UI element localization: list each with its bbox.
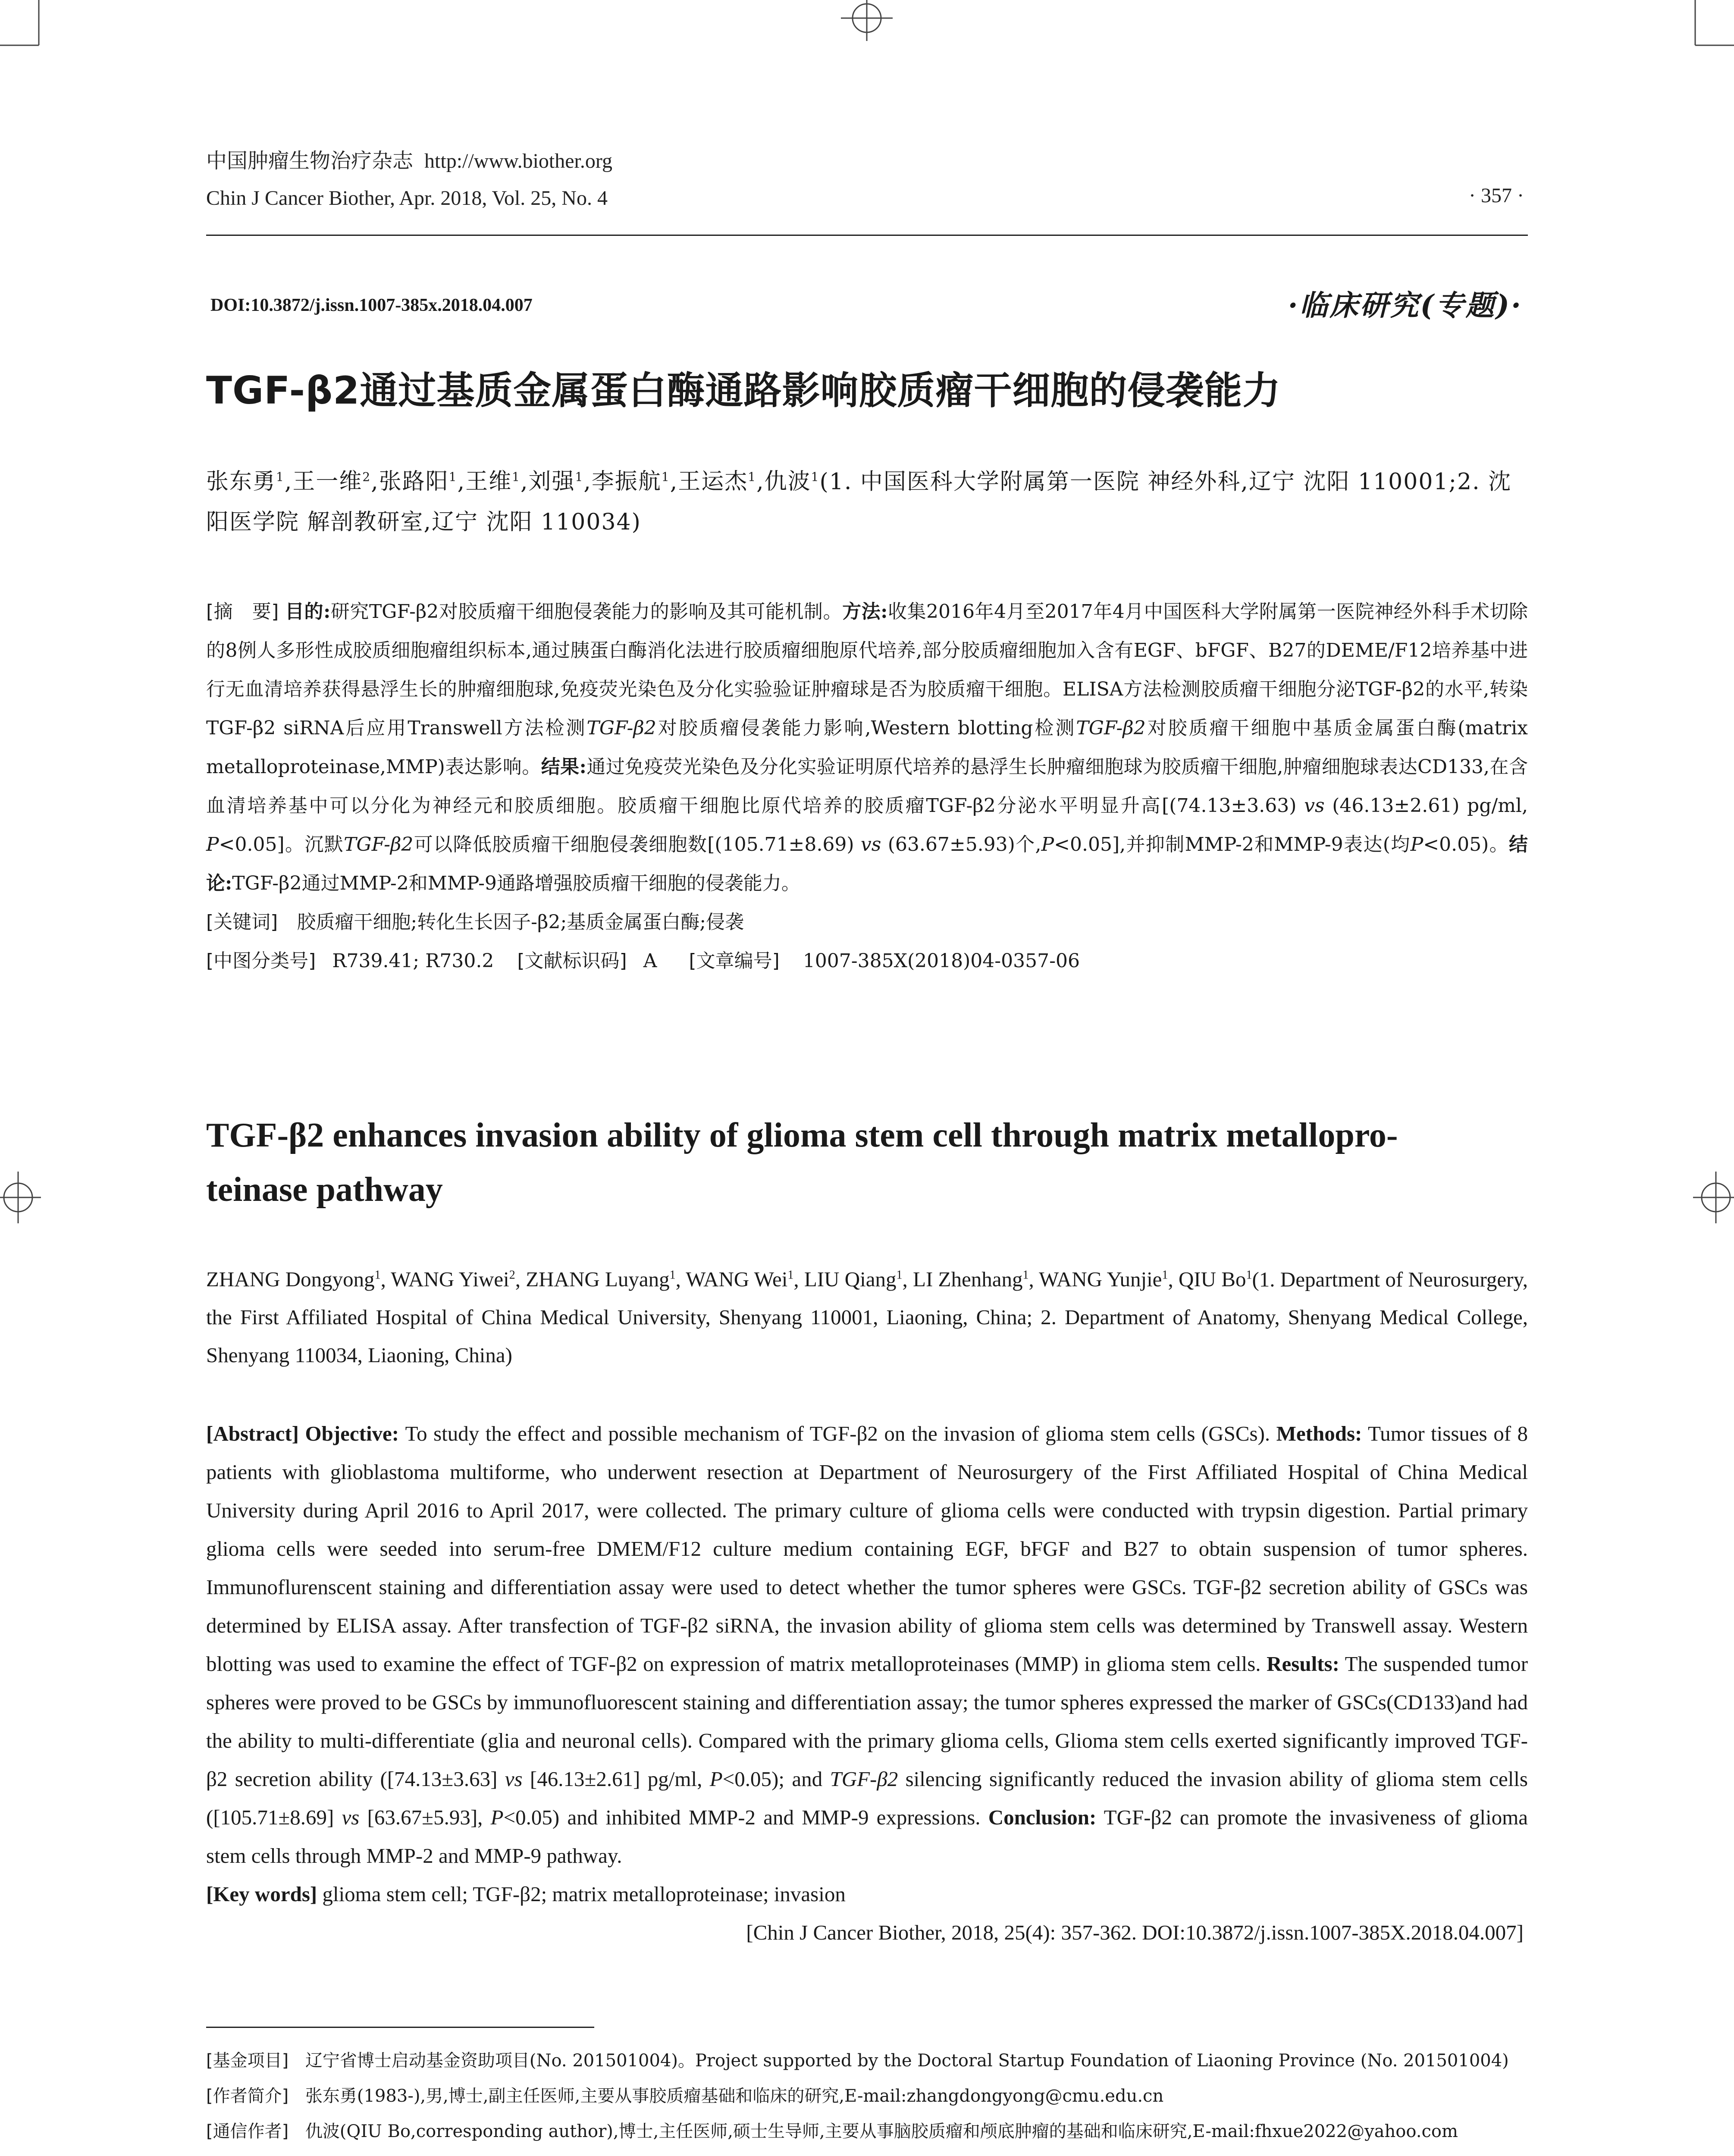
p-italic: P [709, 1767, 723, 1791]
article-no-value: 1007-385X(2018)04-0357-06 [803, 950, 1080, 972]
p-italic: P [490, 1805, 504, 1829]
author-cn: 王一维$^2$ [292, 469, 371, 495]
keywords-cn-label: [关键词] [206, 911, 278, 933]
gene-italic: TGF-β2 [586, 717, 656, 739]
title-cn: TGF-β2通过基质金属蛋白酶通路影响胶质瘤干细胞的侵袭能力 [206, 368, 1281, 413]
author-en: WANG Yunjie$^1$ [1039, 1267, 1168, 1291]
abstract-en [206, 1414, 1528, 1952]
methods-en: Tumor tissues of 8 patients with glioblastoma multiforme, who underwent resection at Department of Neurosurgery of the First Affiliated Hospital of China Medical University during April 2016 to April 2017, were collected. The primary culture of glioma cells were conducted with trypsin digestion. Partial primary glioma cells were seeded into serum-free DMEM/F12 culture medium containing EGF, bFGF and B27 to obtain suspension of tumor spheres. Immunoflurenscent staining and differentiation assay were used to detect whether the tumor spheres were GSCs. TGF-β2 secretion ability of GSCs was determined by ELISA assay. After transfection of TGF-β2 siRNA, the invasion ability of glioma stem cells was determined by Transwell assay. Western blotting was used to examine the effect of TGF-β2 on expression of matrix metalloproteinases (MMP) in glioma stem cells. [206, 1422, 1528, 1676]
methods-cn: 收集2016年4月至2017年4月中国医科大学附属第一医院神经外科手术切除的8例人多形性成胶质细胞瘤组织标本,通过胰蛋白酶消化法进行胶质瘤细胞原代培养,部分胶质瘤细胞加入含有EGF、bFGF、B27的DEME/F12培养基中进行无血清培养获得悬浮生长的肿瘤细胞球,免疫荧光染色及分化实验验证肿瘤球是否为胶质瘤干细胞。ELISA方法检测胶质瘤干细胞分泌TGF-β2的水平,转染TGF-β2 siRNA后应用Transwell方法检测 [206, 601, 1528, 739]
conclusion-en: TGF-β2 can promote the invasiveness of glioma stem cells through MMP-2 and MMP-9 pathway. [206, 1805, 1528, 1868]
author-en: WANG Wei$^1$ [686, 1267, 794, 1291]
gene-italic: TGF-β2 [1076, 717, 1146, 739]
keywords-en-text: glioma stem cell; TGF-β2; matrix metalloproteinase; invasion [322, 1882, 846, 1906]
running-header [206, 147, 612, 212]
fund-note [206, 2043, 1528, 2078]
methods-label-en: Methods: [1276, 1422, 1362, 1445]
author-note [206, 2078, 1528, 2114]
journal-url[interactable]: http://www.biother.org [424, 150, 612, 172]
author-en: ZHANG Dongyong$^1$ [206, 1267, 381, 1291]
fund-label: [基金项目] [206, 2051, 289, 2071]
corresponding-note [206, 2114, 1528, 2149]
gene-italic: TGF-β2 [830, 1767, 898, 1791]
affiliations-en: (1. Department of Neurosurgery, the First Affiliated Hospital of China Medical University, Shenyang 110001, Liaoning, China; 2. Department of Anatomy, Shenyang Medical College, Shenyang 110034, Liaoning, China) [206, 1267, 1528, 1367]
conclusion-cn: TGF-β2通过MMP-2和MMP-9通路增强胶质瘤干细胞的侵袭能力。 [232, 872, 800, 894]
results-en: [63.67±5.93], [359, 1805, 491, 1829]
results-en: The suspended tumor spheres were proved to be GSCs by immunofluorescent staining and differentiation assay; the tumor spheres expressed the marker of GSCs(CD133)and had the ability to multi-differentiate (glia and neuronal cells). Compared with the primary glioma cells, Glioma stem cells exerted significantly improved TGF-β2 secretion ability ([74.13±3.63] [206, 1652, 1528, 1791]
results-en: silencing significantly reduced the invasion ability of glioma stem cells ([105.71±8.69] [206, 1767, 1528, 1829]
corresponding-text: 仇波(QIU Bo,corresponding author),博士,主任医师,硕士生导师,主要从事脑胶质瘤和颅底肿瘤的基础和临床研究,E-mail:fhxue2022@yahoo.com [305, 2122, 1458, 2141]
results-en: [46.13±2.61] pg/ml, [522, 1767, 710, 1791]
vs-italic: vs [505, 1767, 523, 1791]
doccode-label: [文献标识码] [517, 950, 627, 972]
corresponding-label: [通信作者] [206, 2122, 289, 2141]
vs-italic: vs [860, 834, 881, 856]
journal-name-cn: 中国肿瘤生物治疗杂志 [206, 150, 414, 172]
author-cn: 李振航$^1$ [591, 469, 670, 495]
conclusion-label-cn: 结论: [206, 834, 1528, 894]
p-italic: P [1041, 834, 1054, 856]
results-label-en: Results: [1267, 1652, 1339, 1676]
author-cn: 张路阳$^1$ [379, 469, 458, 495]
page-number: · 357 · [1469, 184, 1524, 207]
clc-label: [中图分类号] [206, 950, 316, 972]
author-cn: 仇波$^1$ [764, 469, 820, 495]
footnotes [206, 2043, 1528, 2149]
results-cn: 可以降低胶质瘤干细胞侵袭细胞数[(105.71±8.69) [413, 834, 861, 856]
keywords-en [206, 1875, 1528, 1913]
results-cn: <0.05)。 [1423, 834, 1509, 856]
doccode-value: A [643, 950, 657, 972]
results-label-cn: 结果: [541, 756, 586, 778]
keywords-cn [206, 903, 1528, 942]
results-cn: <0.05]。沉默 [219, 834, 344, 856]
author-cn: 张东勇$^1$ [206, 469, 285, 495]
citation: [Chin J Cancer Biother, 2018, 25(4): 357-362. DOI:10.3872/j.issn.1007-385X.2018.04.007] [746, 1921, 1524, 1944]
classification-cn [206, 942, 1528, 981]
author-en: WANG Yiwei$^2$ [391, 1267, 515, 1291]
footnote-rule [206, 2027, 594, 2028]
conclusion-label-en: Conclusion: [988, 1805, 1097, 1829]
objective-en: To study the effect and possible mechanism of TGF-β2 on the invasion of glioma stem cells (GSCs). [405, 1422, 1270, 1445]
author-en: LI Zhenhang$^1$ [913, 1267, 1029, 1291]
author-en: ZHANG Luyang$^1$ [526, 1267, 676, 1291]
gene-italic: TGF-β2 [344, 834, 414, 856]
abstract-cn-label: [摘 要] [206, 601, 279, 623]
affiliations-cn: (1. 中国医科大学附属第一医院 神经外科,辽宁 沈阳 110001;2. 沈阳医学院 解剖教研室,辽宁 沈阳 110034) [206, 469, 1512, 536]
abstract-en-label: [Abstract] Objective: [206, 1422, 399, 1445]
header-rule [206, 235, 1528, 236]
results-cn: (63.67±5.93)个, [881, 834, 1041, 856]
keywords-en-label: [Key words] [206, 1882, 317, 1906]
methods-cn: 对胶质瘤侵袭能力影响,Western blotting检测 [656, 717, 1076, 739]
author-note-label: [作者简介] [206, 2086, 289, 2106]
keywords-cn-text: 胶质瘤干细胞;转化生长因子-β2;基质金属蛋白酶;侵袭 [297, 911, 744, 933]
results-cn: <0.05],并抑制MMP-2和MMP-9表达(均 [1054, 834, 1411, 856]
title-en-line: teinase pathway [206, 1171, 443, 1209]
author-cn: 王维$^1$ [465, 469, 521, 495]
objective-label-cn: 目的: [285, 601, 331, 623]
results-en: <0.05) and inhibited MMP-2 and MMP-9 expressions. [503, 1805, 981, 1829]
title-en-line: TGF-β2 enhances invasion ability of glioma stem cell through matrix metallopro- [206, 1116, 1398, 1154]
clc-value: R739.41; R730.2 [332, 950, 494, 972]
p-italic: P [1410, 834, 1424, 856]
column-label: ·临床研究(专题)· [1288, 288, 1523, 322]
authors-en: ZHANG Dongyong$^1$, WANG Yiwei$^2$, ZHANG Luyang$^1$, WANG Wei$^1$, LIU Qiang$^1$, LI Zhenhang$^1$, WANG Yunjie$^1$, QIU Bo$^1$(1. Department of Neurosurgery, the First Affiliated Hospital of China Medical University, Shenyang 110001, Liaoning, China; 2. Department of Anatomy, Shenyang Medical College, Shenyang 110034, Liaoning, China) [206, 1267, 1528, 1367]
abstract-cn [206, 592, 1528, 981]
author-note-text: 张东勇(1983-),男,博士,副主任医师,主要从事胶质瘤基础和临床的研究,E-mail:zhangdongyong@cmu.edu.cn [305, 2086, 1164, 2106]
author-en: QIU Bo$^1$ [1178, 1267, 1252, 1291]
author-cn: 刘强$^1$ [528, 469, 584, 495]
p-italic: P [206, 834, 219, 856]
methods-cn: 对胶质瘤干细胞中基质金属蛋白酶(matrix metalloproteinase,MMP)表达影响。 [206, 717, 1528, 778]
doi[interactable]: DOI:10.3872/j.issn.1007-385x.2018.04.007 [210, 295, 533, 315]
journal-name-en: Chin J Cancer Biother, Apr. 2018, Vol. 25, No. 4 [206, 187, 608, 210]
results-cn: 通过免疫荧光染色及分化实验证明原代培养的悬浮生长肿瘤细胞球为胶质瘤干细胞,肿瘤细胞球表达CD133,在含血清培养基中可以分化为神经元和胶质细胞。胶质瘤干细胞比原代培养的胶质瘤TGF-β2分泌水平明显升高[(74.13±3.63) [206, 756, 1528, 817]
methods-label-cn: 方法: [842, 601, 888, 623]
fund-text: 辽宁省博士启动基金资助项目(No. 201501004)。Project supported by the Doctoral Startup Foundation of Liaoning Province (No. 201501004) [305, 2051, 1509, 2071]
vs-italic: vs [1304, 795, 1325, 817]
article-no-label: [文章编号] [689, 950, 780, 972]
title-en [206, 1108, 1528, 1217]
authors-cn: 张东勇$^1$,王一维$^2$,张路阳$^1$,王维$^1$,刘强$^1$,李振航$^1$,王运杰$^1$,仇波$^1$(1. 中国医科大学附属第一医院 神经外科,辽宁 沈阳 110001;2. 沈阳医学院 解剖教研室,辽宁 沈阳 110034) [206, 469, 1512, 536]
results-cn: (46.13±2.61) pg/ml, [1324, 795, 1528, 817]
results-en: <0.05); and [722, 1767, 830, 1791]
objective-cn: 研究TGF-β2对胶质瘤干细胞侵袭能力的影响及其可能机制。 [330, 601, 843, 623]
author-cn: 王运杰$^1$ [678, 469, 757, 495]
vs-italic: vs [342, 1805, 360, 1829]
author-en: LIU Qiang$^1$ [804, 1267, 903, 1291]
